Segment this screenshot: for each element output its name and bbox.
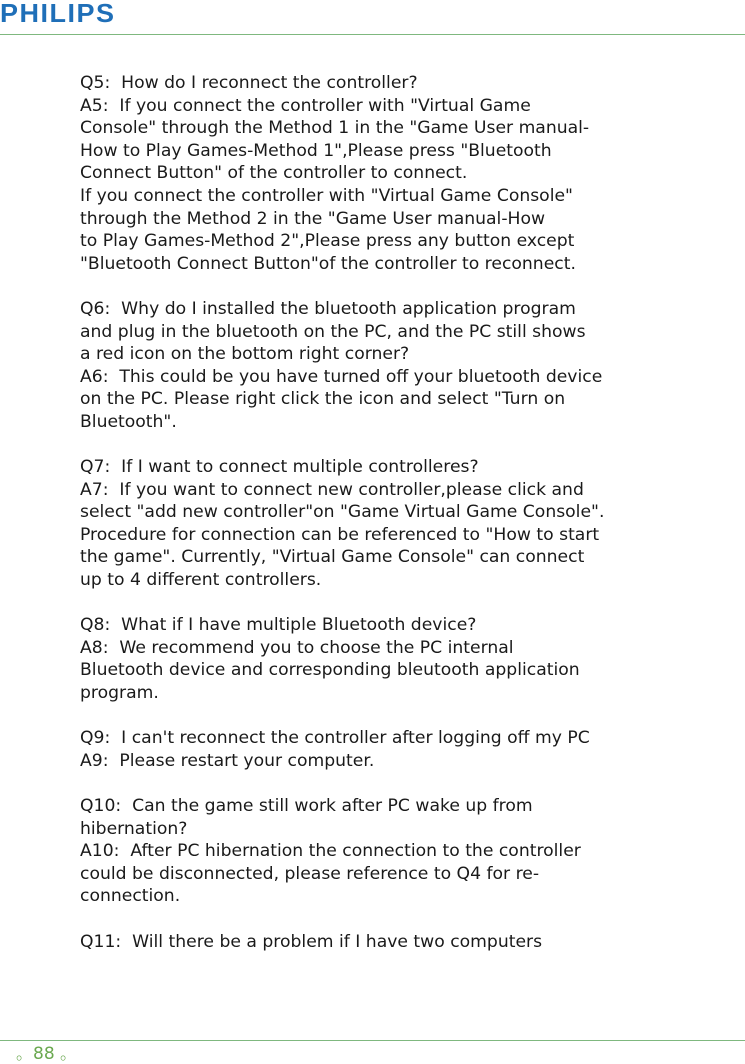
faq-line: Bluetooth device and corresponding bleutooth application	[80, 660, 580, 681]
faq-line: and plug in the bluetooth on the PC, and the PC still shows	[80, 321, 586, 342]
faq-line: Q9: I can't reconnect the controller after logging off my PC	[80, 728, 590, 749]
faq-line: Q8: What if I have multiple Bluetooth device?	[80, 615, 477, 636]
faq-line: on the PC. Please right click the icon and select "Turn on	[80, 389, 566, 410]
faq-line: through the Method 2 in the "Game User manual-How	[80, 208, 546, 229]
faq-content	[80, 72, 670, 976]
faq-line: the game". Currently, "Virtual Game Console" can connect	[80, 547, 585, 568]
faq-line: A8: We recommend you to choose the PC internal	[80, 637, 514, 658]
faq-line: select "add new controller"on "Game Virtual Game Console".	[80, 502, 605, 523]
header-rule	[0, 34, 745, 35]
faq-line: If you connect the controller with "Virtual Game Console"	[80, 185, 573, 206]
faq-line: Q6: Why do I installed the bluetooth application program	[80, 298, 576, 319]
faq-line: up to 4 different controllers.	[80, 570, 322, 591]
faq-line: A6: This could be you have turned off your bluetooth device	[80, 366, 603, 387]
faq-line: Q5: How do I reconnect the controller?	[80, 73, 418, 93]
faq-entry	[80, 931, 670, 954]
faq-line: A9: Please restart your computer.	[80, 750, 375, 771]
faq-line: Connect Button" of the controller to connect.	[80, 163, 468, 184]
faq-line: to Play Games-Method 2",Please press any button except	[80, 231, 575, 252]
faq-line: could be disconnected, please reference to Q4 for re-	[80, 863, 540, 884]
faq-line: Console" through the Method 1 in the "Game User manual-	[80, 118, 590, 139]
faq-line: A7: If you want to connect new controller,please click and	[80, 479, 584, 500]
faq-entry	[80, 795, 670, 908]
faq-entry	[80, 614, 670, 704]
faq-line: connection.	[80, 886, 181, 907]
page-number: 。88 。	[16, 1044, 78, 1064]
footer-rule	[0, 1040, 745, 1041]
faq-entry	[80, 298, 670, 434]
faq-line: "Bluetooth Connect Button"of the controller to reconnect.	[80, 253, 576, 274]
faq-line: Q11: Will there be a problem if I have two computers	[80, 931, 543, 952]
faq-entry	[80, 456, 670, 592]
faq-entry	[80, 727, 670, 772]
faq-line: Q7: If I want to connect multiple controlleres?	[80, 457, 479, 478]
faq-line: program.	[80, 683, 159, 704]
faq-line: Procedure for connection can be referenced to "How to start	[80, 524, 600, 545]
faq-line: hibernation?	[80, 818, 188, 839]
faq-line: A10: After PC hibernation the connection to the controller	[80, 841, 581, 862]
faq-line: How to Play Games-Method 1",Please press "Bluetooth	[80, 140, 552, 161]
faq-line: a red icon on the bottom right corner?	[80, 344, 410, 365]
faq-line: Q10: Can the game still work after PC wake up from	[80, 796, 533, 816]
faq-line: Bluetooth".	[80, 411, 177, 432]
faq-line: A5: If you connect the controller with "Virtual Game	[80, 95, 531, 116]
brand-logo: PHILIPS	[0, 0, 116, 28]
faq-entry	[80, 72, 670, 275]
